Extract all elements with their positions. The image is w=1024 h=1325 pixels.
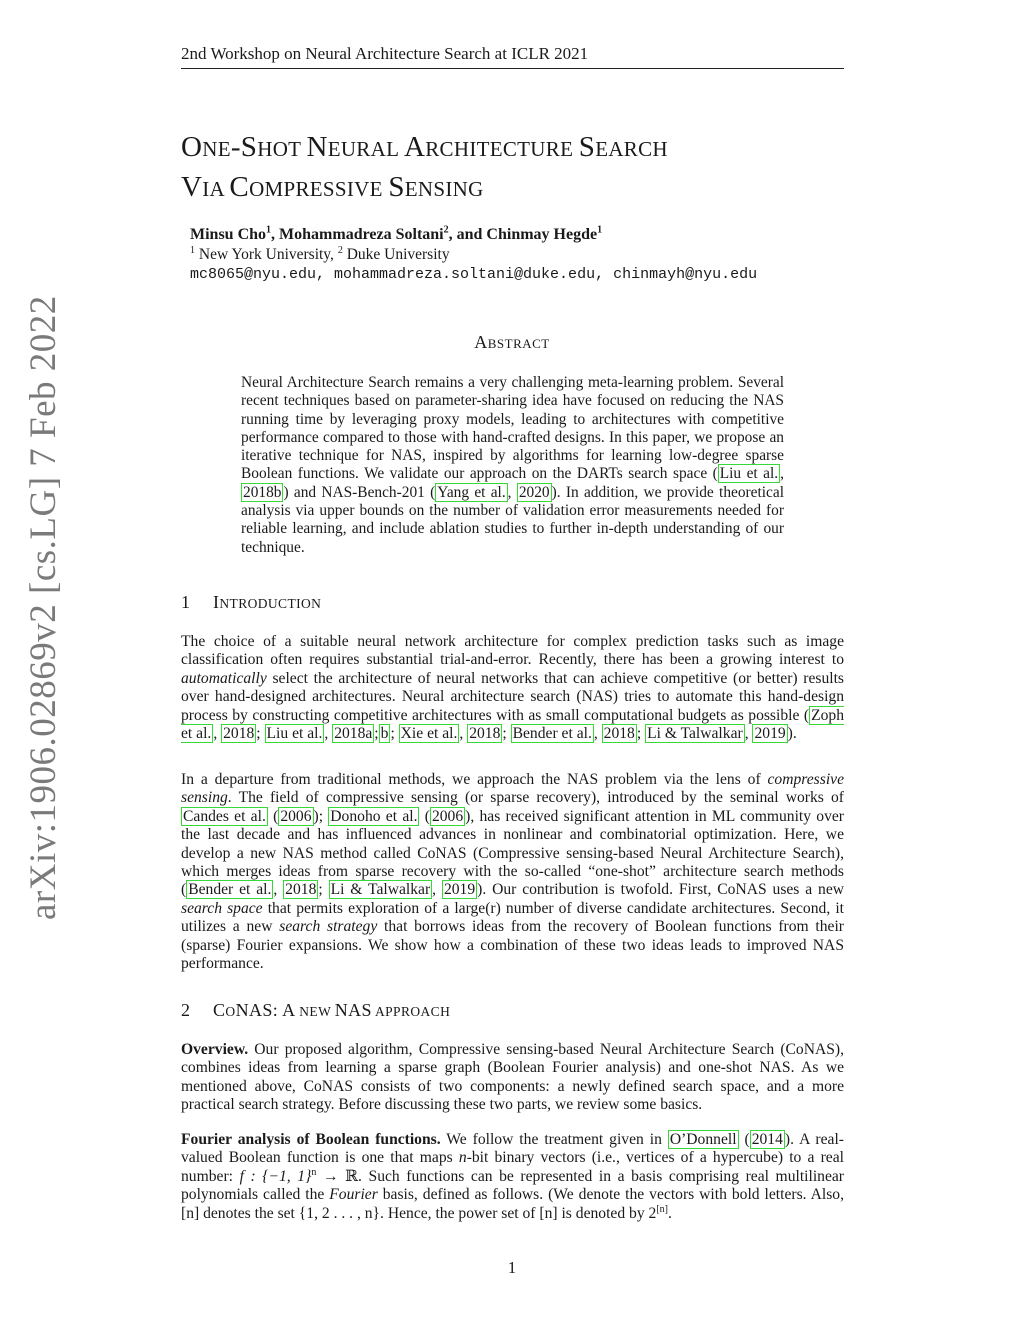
abstract-heading: ABSTRACT [474,332,550,352]
intro-paragraph-1: The choice of a suitable neural network architecture for complex prediction tasks such as image classification often requires substantial trial-and-error. Recently, there has been a growing interest to automatically select the architecture of neural networks that can achieve competitive (or better) results over hand-designed architectures. Neural architecture search (NAS) tries to automate this hand-design process by constructing competitive architectures with as small computational budgets as possible ( Zoph et al. , 2018 ; Liu et al. , 2018a ; b ; Xie et al. , 2018 ; Bender et al. , 2018 ; Li & Talwalkar , 2019 ). [181,633,844,743]
citation-link[interactable]: b [380,725,389,743]
fourier-paragraph: Fourier analysis of Boolean functions. We follow the treatment given in O’Donnell ( 2014 ). A real-valued Boolean function is one that maps n-bit binary vectors (i.e., vertices of a hypercube) to a real number: f : {−1, 1}$^n$ → ℝ. Such functions can be represented in a basis comprising real multilinear polynomials called the Fourier basis, defined as follows. (We denote the vectors with bold letters. Also, [n] denotes the set {1, 2 . . . , n}. Hence, the power set of [n] is denoted by 2[n]. [181,1131,844,1222]
citation-link[interactable]: 2006 [431,807,464,825]
citation-link[interactable]: 2018 [223,725,255,743]
citation-link[interactable]: Xie et al. [400,725,458,743]
citation-link[interactable]: 2019 [443,881,476,899]
paper-title [181,128,881,208]
math-expression: f : {−1, 1} [239,1167,312,1185]
author-emails: mc8065@nyu.edu, mohammadreza.soltani@duke.edu, chinmayh@nyu.edu [190,266,758,283]
author-list: Minsu Cho$^1$, Mohammadreza Soltani$^2$, and Chinmay Hegde$^1$ [190,224,603,243]
abstract-text: Neural Architecture Search remains a very challenging meta-learning problem. Several recent techniques based on parameter-sharing idea have focused on reducing the NAS running time by leveraging proxy models, leading to architectures with competitive performance compared to those with hand-crafted designs. In this paper, we propose an iterative technique for NAS, inspired by algorithms for learning low-degree sparse Boolean functions. We validate our approach on the DARTs search space ( Liu et al. , 2018b ) and NAS-Bench-201 ( Yang et al. , 2020 ). In addition, we provide theoretical analysis via upper bounds on the number of validation error measurements needed for reliable learning, and include ablation studies to further in-depth understanding of our technique. [241,374,784,556]
title-word: NEURAL [306,131,404,163]
intro-paragraph-2: In a departure from traditional methods, we approach the NAS problem via the lens of compressive sensing. The field of compressive sensing (or sparse recovery), introduced by the seminal works of Candes et al. ( 2006 ); Donoho et al. ( 2006 ), has received significant attention in ML community over the last decade and has influenced advances in nonlinear and combinatorial optimization. Here, we develop a new NAS method called CoNAS (Compressive sensing-based Neural Architecture Search), which merges ideas from sparse recovery with the so-called “one-shot” architecture search methods ( Bender et al. , 2018 ; Li & Talwalkar , 2019 ). Our contribution is twofold. First, CoNAS uses a new search space that permits exploration of a large(r) number of diverse candidate architectures. Second, it utilizes a new search strategy that borrows ideas from the recovery of Boolean functions from their (sparse) Fourier expansions. We show how a combination of these two ideas leads to improved NAS performance. [181,771,845,973]
math-expression: [n] [181,1204,200,1222]
title-line-1 [181,128,881,168]
section-heading-conas: 2 CONAS: A NEW NAS APPROACH [181,1000,451,1020]
citation-link[interactable]: Donoho et al. [330,807,418,825]
paragraph-label: Fourier analysis of Boolean functions. [181,1131,441,1148]
citation-link[interactable]: Zoph et al. [181,706,844,743]
citation-link[interactable]: 2018 [469,725,501,743]
math-expression: {1, 2 . . . , n} [298,1204,381,1222]
author-name: Minsu Cho [190,226,267,243]
citation-link[interactable]: 2018 [285,881,317,899]
citation-link[interactable]: 2018a [334,725,373,743]
citation-link[interactable]: Candes et al. [183,807,266,825]
citation-link[interactable]: 2019 [754,725,786,743]
citation-link[interactable]: Li & Talwalkar [647,725,743,743]
paragraph-label: Overview. [181,1041,249,1058]
citation-link[interactable]: O’Donnell [669,1131,737,1148]
author-name: Chinmay Hegde [486,226,598,243]
citation-link[interactable]: Bender et al. [512,725,592,743]
citation-link[interactable]: 2020 [518,483,550,501]
title-word: ARCHITECTURE [403,131,579,163]
title-word: VIA [181,171,230,203]
citation-link[interactable]: 2018 [603,725,635,743]
citation-link[interactable]: Liu et al. [266,725,323,743]
citation-link[interactable]: 2014 [751,1131,783,1148]
title-word: COMPRESSIVE [229,171,389,203]
citation-link[interactable]: Bender et al. [188,881,272,899]
running-head: 2nd Workshop on Neural Architecture Search at ICLR 2021 [181,44,844,69]
citation-link[interactable]: Li & Talwalkar [330,881,431,899]
title-word: -SHOT [230,131,307,163]
title-word: SENSING [388,171,484,203]
section-heading-introduction: 1 INTRODUCTION [181,592,322,612]
author-name: Mohammadreza Soltani [279,226,444,243]
page-number: 1 [507,1258,517,1277]
title-line-2 [181,168,881,208]
title-word: SEARCH [578,131,668,163]
citation-link[interactable]: 2018b [243,483,282,501]
overview-paragraph: Overview. Our proposed algorithm, Compressive sensing-based Neural Architecture Search (CoNAS), combines ideas from learning a sparse graph (Boolean Fourier analysis) and one-shot NAS. As we mentioned above, CoNAS consists of two components: a newly defined search space, and a more practical search strategy. Before discussing these two parts, we review some basics. [181,1041,844,1114]
citation-link[interactable]: Liu et al. [719,465,779,483]
citation-link[interactable]: Yang et al. [437,483,506,501]
math-expression: [n] [539,1204,558,1222]
affiliations: $^1$ New York University, $^2$ Duke University [190,244,450,263]
citation-link[interactable]: 2006 [280,807,312,825]
title-word: ONE [181,131,231,163]
arxiv-stamp: arXiv:1906.02869v2 [cs.LG] 7 Feb 2022 [23,295,64,920]
